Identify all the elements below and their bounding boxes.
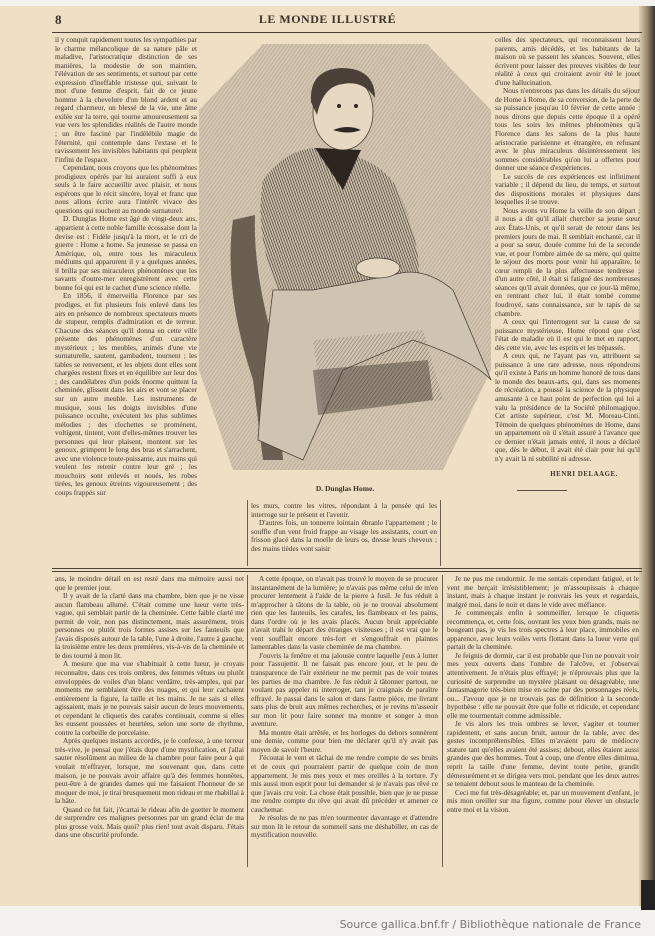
- portrait-caption: D. Dunglas Home.: [315, 484, 375, 493]
- page-number: 8: [55, 12, 62, 27]
- paragraph: A cette époque, on n'avait pas trouvé le moyen de se procurer instantanément de la lumière; je n'avais pas même celui de m'en procurer lentement à l'aide de la pierre à fusil. Je fus réduit à m'approcher à tâtons de la table, où je ne trouvai absolument rien que les fauteuils, les carafes, les flambeaux et les pains, dans l'ordre où je les avais placés. Aucun bruit appréciable n'avait trahi le départ des étranges visiteuses ; il est vrai que le vent soufflait encore très-fort et s'engouffrait en plaintes lamentables dans la vaste cheminée de ma chambre.: [251, 575, 438, 652]
- scan-edge: [641, 880, 655, 910]
- paragraph: ans, le moindre détail en est resté dans ma mémoire aussi net que le premier jour.: [55, 575, 244, 592]
- paragraph: celles des spectateurs, qui reconnaissent leurs parents, amis décédés, et les habitants de la maison où se passent les séances. Souvent, elles écrivent pour laisser des preuves visibles de leur réalité à ceux qui croiraient avoir été le jouet d'une hallucination.: [495, 36, 640, 87]
- paragraph: A ceux qui, ne l'ayant pas vu, attribuent sa puissance à une rare adresse, nous répondrons qu'il existe à Paris un homme honoré de tous dans le monde des beaux-arts, qui, dans ses moments de récréation, a poussé la science de la physique amusante à ce haut point de perfection qui lui a valu la présidence de la Société philomagique. Cet artiste supérieur, c'est M. Moreau-Cinti. Témoin de quelques phénomènes de Home, dans un appartement où il s'était assuré à l'avance que ce dernier n'était jamais entré, il nous a déclaré que, dès le début, il avait été clair pour lui qu'il n'y avait là ni subtilité ni adresse.: [495, 352, 640, 463]
- story-column-2: [251, 575, 438, 840]
- paragraph: Ma montre était arrêtée, et les horloges du dehors sonnèrent une demie, comme pour bien me déclarer qu'il n'y avait pas moyen de savoir l'heure.: [251, 728, 438, 754]
- paragraph: Cependant, nous croyons que les phénomènes prodigieux opérés par lui auraient suffi à eux seuls à le faire accueillir avec plaisir, et nous espérons que le récit sincère, loyal et franc que nous allons écrire aura l'intérêt vivace des questions qui touchent au monde surnaturel.: [55, 164, 197, 215]
- article-column-top-right: [443, 36, 640, 568]
- paragraph: Nous n'entrerons pas dans les détails du séjour de Home à Rome, de sa conversion, de la perte de sa puissance jusqu'au 10 février de cette année : nous dirons que depuis cette époque il a opéré tous les soirs les mêmes phénomènes qu'à Florence dans les salons de la plus haute aristocratie parisienne et étrangère, en refusant avec le plus miraculeux désintéressement les sommes considérables qu'on lui a offertes pour donner une séance d'expériences.: [495, 87, 640, 173]
- end-rule: [517, 490, 567, 491]
- paragraph: Quand ce fut fait, j'écartai le rideau afin de guetter le moment de surprendre ces malignes personnes par un grand éclat de ma plus grosse voix. Mais quoi? plus rien! tout avait disparu. J'étais dans une obscurité profonde.: [55, 805, 244, 840]
- paragraph: J'ouvris la fenêtre et ma jalousie contre laquelle j'eus à lutter pour l'assujettir. Il ne faisait pas encore jour, et le peu de transparence de l'air extérieur ne me permit pas de voir toutes les parties de ma chambre. Je fus réduit à tâtonner partout, ne voulant pas appeler ni interroger, tant je craignais de paraître effrayé. Je passai dans le salon et dans l'autre pièce, me livrant sans plus de bruit aux mêmes recherches, et je revins m'asseoir sur mon lit pour faire sonner ma montre et songer à mon aventure.: [251, 651, 438, 729]
- paragraph: J'écoutai le vent et tâchai de me rendre compte de ses bruits et de ceux qui pourraient partir de quelque coin de mon appartement. Je mis mes yeux et mes oreilles à la torture. J'y mis aussi mon esprit pour lui demander si je n'avais pas rêvé ce que j'avais cru voir. La chose était possible, bien que je ne pusse me rendre compte du rêve qui avait dû précéder et amener ce cauchemar.: [251, 754, 438, 814]
- paragraph: Je ne pus me rendormir. Je me sentais cependant fatigué, et le vent me berçait irrésistiblement; je m'assoupissais à chaque instant, mais à chaque instant je rouvrais les yeux et regardais, malgré moi, dans le noir et dans le vide avec méfiance.: [447, 575, 639, 609]
- column-divider: [247, 575, 248, 867]
- story-column-1: [55, 575, 244, 840]
- paragraph: D. Dunglas Home est âgé de vingt-deux ans, appartient à cette noble famille écossaise dont la devise est : Fidèle jusqu'à la mort, et le cri de guerre : Home a home. Sa jeunesse se passa en Amérique, où, entre tous les miraculeux médiums qui apparurent il y a quelques années, il brilla par ses miraculeux phénomènes que les savants d'outre-mer enregistrèrent avec cette bonne foi qui est le cachet d'une science réelle.: [55, 215, 197, 292]
- section-rule: [52, 571, 642, 572]
- hands: [356, 258, 400, 278]
- paragraph: Après quelques instants accordés, je le confesse, à une terreur très-vive, je pensai que j'étais dupe d'une mystification, et j'allai sauter résolûment au milieu de la chambre pour faire peur à qui voulait m'effrayer, lorsque, me souvenant que, dans cette maison, je ne pouvais avoir affaire qu'à des femmes honnêtes, peut-être à de grandes dames qui me faisaient l'honneur de se moquer de moi, je tirai brusquement mon rideau et me rhabillai à la hâte.: [55, 737, 244, 806]
- column-divider: [440, 500, 441, 566]
- column-divider: [247, 500, 248, 566]
- paragraph: les murs, contre les vitres, répondant à la pensée qui les interroge sur le présent et l'avenir.: [251, 502, 437, 519]
- header-rule: [52, 32, 642, 33]
- paragraph: Je commençais enfin à sommeiller, lorsque le cliquetis recommença, et, cette fois, ouvrant les yeux bien grands, mais ne bougeant pas, je vis les trois spectres à leur place, immobiles en apparence, avec leurs voiles verts flottant dans la lueur verte qui partait de la cheminée.: [447, 609, 639, 652]
- article-column-top-middle: [251, 502, 437, 553]
- paragraph: Je feignis de dormir, car il est probable que l'on ne pouvait voir mes yeux ouverts dans l'ombre de l'alcôve, et j'observai attentivement. Je n'étais plus effrayé; je n'éprouvais plus que la curiosité de surprendre un mystère plaisant ou désagréable, une fantasmagorie très-bien mise en scène par des personnages réels, ou... J'avoue que je ne trouvais pas de définition à la seconde hypothèse : elle ne pouvait être que folle et ridicule, et cependant elle me tourmentait comme admissible.: [447, 651, 639, 720]
- article-column-top-left: [55, 36, 245, 568]
- source-attribution: Source gallica.bnf.fr / Bibliothèque nationale de France: [339, 918, 641, 931]
- paragraph: En 1856, il émerveilla Florence par ses prodiges, et fut plusieurs fois enlevé dans les airs en présence de nombreux spectateurs muets de stupeur, remplis d'admiration et de terreur. Chacune des séances qu'il donna en cette ville présente des phénomènes d'un caractère mystérieux ; les meubles, animés d'une vie surnaturelle, sautent, gambadent, tournent ; les tables se renversent, et les objets dont elles sont chargées restent fixes et en équilibre sur leur dos ; des candélabres d'un poids énorme quittent la cheminée, glissent dans les airs et vont se placer sur un autre meuble. Les instruments de musique, sous les doigts invisibles d'une puissance occulte, exécutent les plus sublimes mélodies ; des clochettes se promènent, voltigent, tintent, vont d'elles-mêmes trouver les personnes qui leur plaisent, montent sur les genoux, grimpent le long des bras et s'arrachent, avec une violence toute-puissante, aux mains qui veulent les retenir contre leur gré ; les mouchoirs sont enlevés et noués, les robes tirées, les genoux étreints vigoureusement ; des coups frappés sur: [55, 292, 197, 497]
- paragraph: Nous avons vu Home la veille de son départ ; il nous a dit qu'il allait chercher sa jeune sœur aux États-Unis, et qu'il serait de retour dans les premiers jours de mai. Il semblait enchanté, car il a pour sa sœur, douée comme lui de la seconde vue, et pour l'ombre aimée de sa mère, qui quitte le séjour des morts pour venir lui apparaître, le cœur rempli de la plus affectueuse tendresse ; d'un autre côté, il était si fatigué des nombreuses séances qu'il avait données, que ce jour-là même, en rentrant chez lui, il était tombé comme foudroyé, sans connaissance, sur le tapis de sa chambre.: [495, 206, 640, 318]
- page-binding-shadow: [639, 6, 655, 906]
- paragraph: Ceci me fut très-désagréable; et, par un mouvement d'enfant, je mis mon oreiller sur ma figure, comme pour élever un obstacle entre moi et la vision.: [447, 788, 639, 814]
- column-divider: [442, 575, 443, 867]
- story-column-3: [447, 575, 639, 814]
- paragraph: Je vis alors les trois ombres se lever, s'agiter et tourner rapidement, et sans aucun bruit, autour de la table, avec des gestes incompréhensibles. Elles m'avaient paru de médiocre stature tant qu'elles avaient été assises; debout, elles étaient aussi grandes que des hommes. Tout à coup, une d'entre elles diminua, reprit la taille d'une femme, devint toute petite, grandit démesurément et se dirigea vers moi, pendant que les deux autres se tenaient debout sous le manteau de la cheminée.: [447, 720, 639, 789]
- author-signature: HENRI DELAAGE.: [550, 471, 618, 479]
- masthead-title: LE MONDE ILLUSTRÉ: [258, 12, 397, 26]
- paragraph: A ceux qui l'interrogent sur la cause de sa puissance mystérieuse, Home répond que c'est l'état de maladie où il est qui le met en rapport, dès cette vie, avec les esprits et les trépassés.: [495, 318, 640, 352]
- paragraph: Je résolus de ne pas m'en tourmenter davantage et d'attendre sur mon lit le retour du sommeil sans me déshabiller, en cas de mystification nouvelle.: [251, 814, 438, 840]
- paragraph: A mesure que ma vue s'habituait à cette lueur, je croyais reconnaître, dans ces trois ombres, des femmes vêtues ou plutôt enveloppées de voiles d'un blanc verdâtre, très-amples, qui par moments me semblaient être des nuages, et qui leur cachaient entièrement la figure, la taille et les mains. Je ne sais si elles agissaient, mais je ne pouvais saisir aucun de leurs mouvements, et cependant le cliquetis des carafes continuait, comme si elles les eussent poussées et heurtées, selon une sorte de rhythme, contre la corbeille de porcelaine.: [55, 660, 244, 737]
- section-rule: [52, 568, 642, 569]
- paragraph: il y conquit rapidement toutes les sympathies par le charme mélancolique de sa nature pâle et maladive, l'aristocratique distinction de ses manières, la modestie de son maintien, l'élévation de ses sentiments, et surtout par cette expression d'ineffable tristesse qui, suivant le mot d'une femme d'esprit, fait de ce jeune homme à la chevelure d'un blond ardent et au regard charmeur, un blessé de la vie, une âme exilée sur la terre, qui tourne amoureusement sa vue vers les splendides réalités de l'autre monde ; un être fasciné par l'indélébile magie de l'éternité, qui contemple dans l'extase et le ravissement les invisibles habitants qui peuplent l'infini de l'espace.: [55, 36, 197, 164]
- paragraph: Il y avait de la clarté dans ma chambre, bien que je ne visse aucun flambeau allumé. C'était comme une lueur verte très-vague, qui semblait partir de la cheminée. Cette faible clarté me permit de voir, non pas distinctement, mais assurément, trois personnes ou plutôt trois formes assises sur les fauteuils que j'avais disposés autour de la table, l'une à droite, l'autre à gauche, la troisième entre les deux premières, vis-à-vis de la cheminée et le dos tourné à mon lit.: [55, 592, 244, 660]
- paragraph: Le succès de ces expériences est infiniment variable ; il dépend du lieu, du temps, et surtout des dispositions morales et physiques dans lesquelles il se trouve.: [495, 172, 640, 207]
- paragraph: D'autres fois, un tonnerre lointain ébranle l'appartement ; le souffle d'un vent froid frappe au visage les assistants, court en frisson glacé dans la moelle de leurs os, dresse leurs cheveux ; des mains tièdes vont saisir: [251, 519, 437, 553]
